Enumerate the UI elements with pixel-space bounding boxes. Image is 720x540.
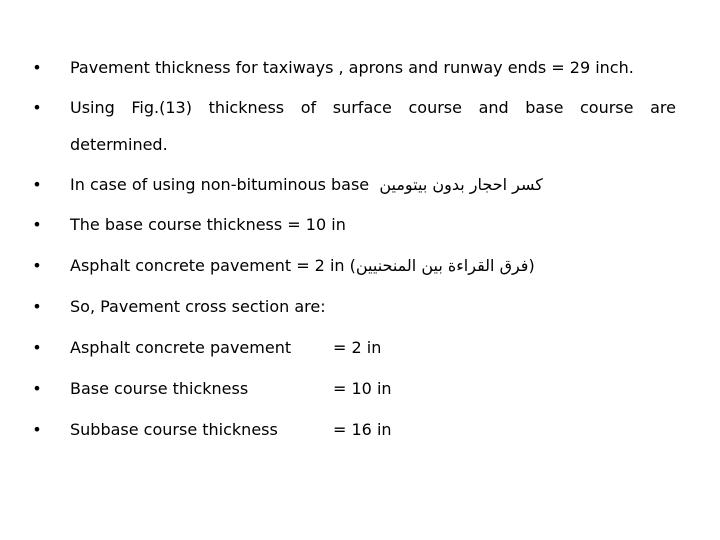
bullet-glyph: • [32,379,42,398]
word: course [408,98,462,117]
item-text: So, Pavement cross section are: [70,297,326,316]
item-text-continuation: determined. [70,135,168,154]
word: Fig.(13) [131,98,192,117]
word: and [478,98,509,117]
bullet-glyph: • [32,338,42,357]
layer-value: = 2 in [333,338,382,357]
item-text-english: In case of using non-bituminous base [70,175,370,194]
item-text-close: ) [528,256,535,275]
layer-label: Subbase course thickness [70,420,278,439]
word: are [650,98,676,117]
layer-value: = 16 in [333,420,392,439]
bullet-glyph: • [32,215,42,234]
item-text [70,175,543,195]
word: course [580,98,634,117]
layer-label: Asphalt concrete pavement [70,338,292,357]
bullet-glyph: • [32,175,42,194]
item-text: The base course thickness = 10 in [70,215,346,234]
bullet-glyph: • [32,98,42,117]
bullet-glyph: • [32,420,42,439]
item-text: Pavement thickness for taxiways , aprons and runway ends = 29 inch. [70,58,634,77]
bullet-glyph: • [32,58,42,77]
item-text-arabic: كسر احجار بدون بيتومين [379,175,543,194]
word: surface [332,98,392,117]
layer-label: Base course thickness [70,379,249,398]
item-text [70,256,535,276]
word: thickness [208,98,285,117]
layer-value: = 10 in [333,379,392,398]
word: of [300,98,317,117]
item-text-justified-line [70,98,676,118]
bullet-glyph: • [32,256,42,275]
word: Using [70,98,115,117]
bullet-glyph: • [32,297,42,316]
item-text-english: Asphalt concrete pavement = 2 in ( [70,256,356,275]
item-text-arabic: فرق القراءة بين المنحنيين [355,256,529,275]
word: base [525,98,564,117]
